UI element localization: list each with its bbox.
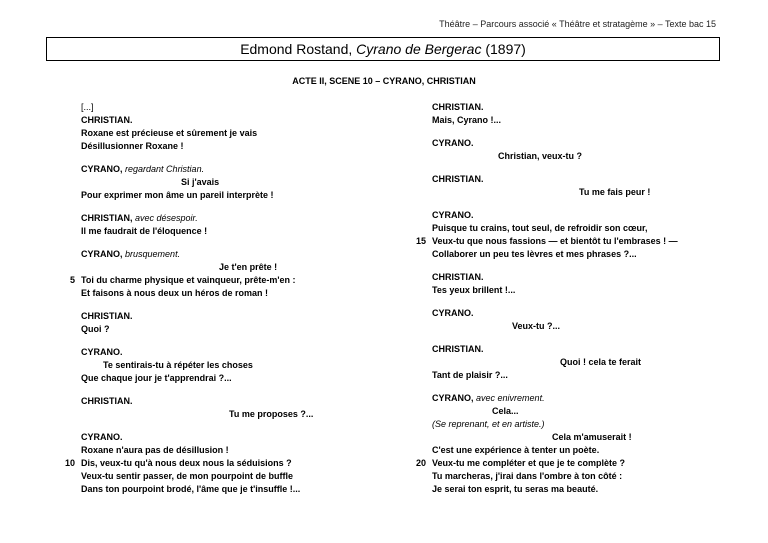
title-year: (1897) bbox=[485, 41, 526, 57]
speech-block bbox=[432, 343, 732, 382]
verse-line: Je t'en prête ! bbox=[219, 262, 278, 272]
speaker: CHRISTIAN. bbox=[432, 102, 484, 112]
verse-line: Cela m'amuserait ! bbox=[552, 432, 632, 442]
stage-direction: avec enivrement. bbox=[476, 393, 545, 403]
verse-line: Puisque tu crains, tout seul, de refroidir son cœur, bbox=[432, 223, 648, 233]
speaker: CYRANO. bbox=[81, 432, 123, 442]
speaker: CHRISTIAN. bbox=[432, 174, 484, 184]
verse-line: Tu me proposes ?... bbox=[229, 409, 314, 419]
speaker: CHRISTIAN. bbox=[81, 115, 133, 125]
speaker: CYRANO, bbox=[81, 249, 123, 259]
ellipsis-block bbox=[81, 101, 411, 114]
verse-line: 20 Veux-tu me compléter et que je te complète ? bbox=[432, 457, 732, 470]
speech-block bbox=[432, 271, 732, 297]
speech-block bbox=[432, 101, 732, 127]
verse-line: Quoi ! cela te ferait bbox=[560, 357, 642, 367]
verse-line: C'est une expérience à tenter un poète. bbox=[432, 445, 600, 455]
title-author: Edmond Rostand, bbox=[240, 41, 353, 57]
verse-line: Quoi ? bbox=[81, 324, 110, 334]
verse-line: 5 Toi du charme physique et vainqueur, prête-m'en : bbox=[81, 274, 411, 287]
course-header: Théâtre – Parcours associé « Théâtre et stratagème » – Texte bac 15 bbox=[439, 19, 716, 29]
title-box bbox=[46, 37, 720, 61]
verse-line: Veux-tu sentir passer, de mon pourpoint de buffle bbox=[81, 471, 294, 481]
verse-line: Désillusionner Roxane ! bbox=[81, 141, 184, 151]
verse-line: Roxane n'aura pas de désillusion ! bbox=[81, 445, 229, 455]
verse-line: Roxane est précieuse et sûrement je vais bbox=[81, 128, 258, 138]
verse-line: Tant de plaisir ?... bbox=[432, 370, 508, 380]
right-column bbox=[415, 101, 732, 506]
speaker: CYRANO. bbox=[432, 210, 474, 220]
speech-block bbox=[81, 310, 411, 336]
speech-block bbox=[415, 209, 732, 261]
verse-line: Dans ton pourpoint brodé, l'âme que je t'insuffle !... bbox=[81, 484, 301, 494]
verse-line: Veux-tu ?... bbox=[512, 321, 561, 331]
speaker: CYRANO, bbox=[81, 164, 123, 174]
stage-direction: brusquement. bbox=[125, 249, 181, 259]
verse-line: Il me faudrait de l'éloquence ! bbox=[81, 226, 208, 236]
left-column bbox=[64, 101, 411, 506]
line-number: 5 bbox=[69, 275, 75, 285]
speaker: CHRISTIAN. bbox=[432, 344, 484, 354]
speech-block bbox=[81, 395, 411, 421]
verse-line: Je serai ton esprit, tu seras ma beauté. bbox=[432, 484, 599, 494]
verse-line: Collaborer un peu tes lèvres et mes phrases ?... bbox=[432, 249, 637, 259]
speech-block bbox=[432, 137, 732, 163]
ellipsis: [...] bbox=[81, 102, 94, 112]
verse-line: Christian, veux-tu ? bbox=[498, 151, 583, 161]
verse-line: 10 Dis, veux-tu qu'à nous deux nous la séduisions ? bbox=[81, 457, 411, 470]
verse-line: Tes yeux brillent !... bbox=[432, 285, 516, 295]
speaker: CHRISTIAN, bbox=[81, 213, 133, 223]
speaker: CYRANO. bbox=[81, 347, 123, 357]
speaker: CYRANO. bbox=[432, 138, 474, 148]
stage-direction: regardant Christian. bbox=[125, 164, 205, 174]
verse-line: Tu marcheras, j'irai dans l'ombre à ton côté : bbox=[432, 471, 623, 481]
speaker: CHRISTIAN. bbox=[432, 272, 484, 282]
speaker: CHRISTIAN. bbox=[81, 311, 133, 321]
stage-direction: (Se reprenant, et en artiste.) bbox=[432, 419, 545, 429]
speech-block bbox=[415, 392, 732, 496]
line-number: 10 bbox=[64, 458, 75, 468]
act-heading: ACTE II, SCENE 10 – CYRANO, CHRISTIAN bbox=[292, 76, 476, 86]
verse-line: Tu me fais peur ! bbox=[579, 187, 651, 197]
speaker: CYRANO, bbox=[432, 393, 474, 403]
speech-block bbox=[81, 212, 411, 238]
speaker: CYRANO. bbox=[432, 308, 474, 318]
line-number: 20 bbox=[415, 458, 426, 468]
verse-line: Te sentirais-tu à répéter les choses bbox=[103, 360, 253, 370]
verse-line: Mais, Cyrano !... bbox=[432, 115, 502, 125]
verse-line: Si j'avais bbox=[181, 177, 220, 187]
title-work: Cyrano de Bergerac bbox=[356, 41, 482, 57]
verse-line: Pour exprimer mon âme un pareil interprète ! bbox=[81, 190, 274, 200]
line-number: 15 bbox=[415, 236, 426, 246]
speech-block bbox=[432, 307, 732, 333]
verse-line: 15 Veux-tu que nous fassions — et bientôt tu l'embrases ! — bbox=[432, 235, 732, 248]
speech-block bbox=[69, 248, 411, 300]
speech-block bbox=[432, 173, 732, 199]
speech-block bbox=[81, 163, 411, 202]
speech-block bbox=[81, 114, 411, 153]
verse-line: Que chaque jour je t'apprendrai ?... bbox=[81, 373, 232, 383]
verse-line: Cela... bbox=[492, 406, 519, 416]
speech-block bbox=[64, 431, 411, 496]
speech-block bbox=[81, 346, 411, 385]
stage-direction: avec désespoir. bbox=[135, 213, 198, 223]
speaker: CHRISTIAN. bbox=[81, 396, 133, 406]
verse-line: Et faisons à nous deux un héros de roman ! bbox=[81, 288, 269, 298]
